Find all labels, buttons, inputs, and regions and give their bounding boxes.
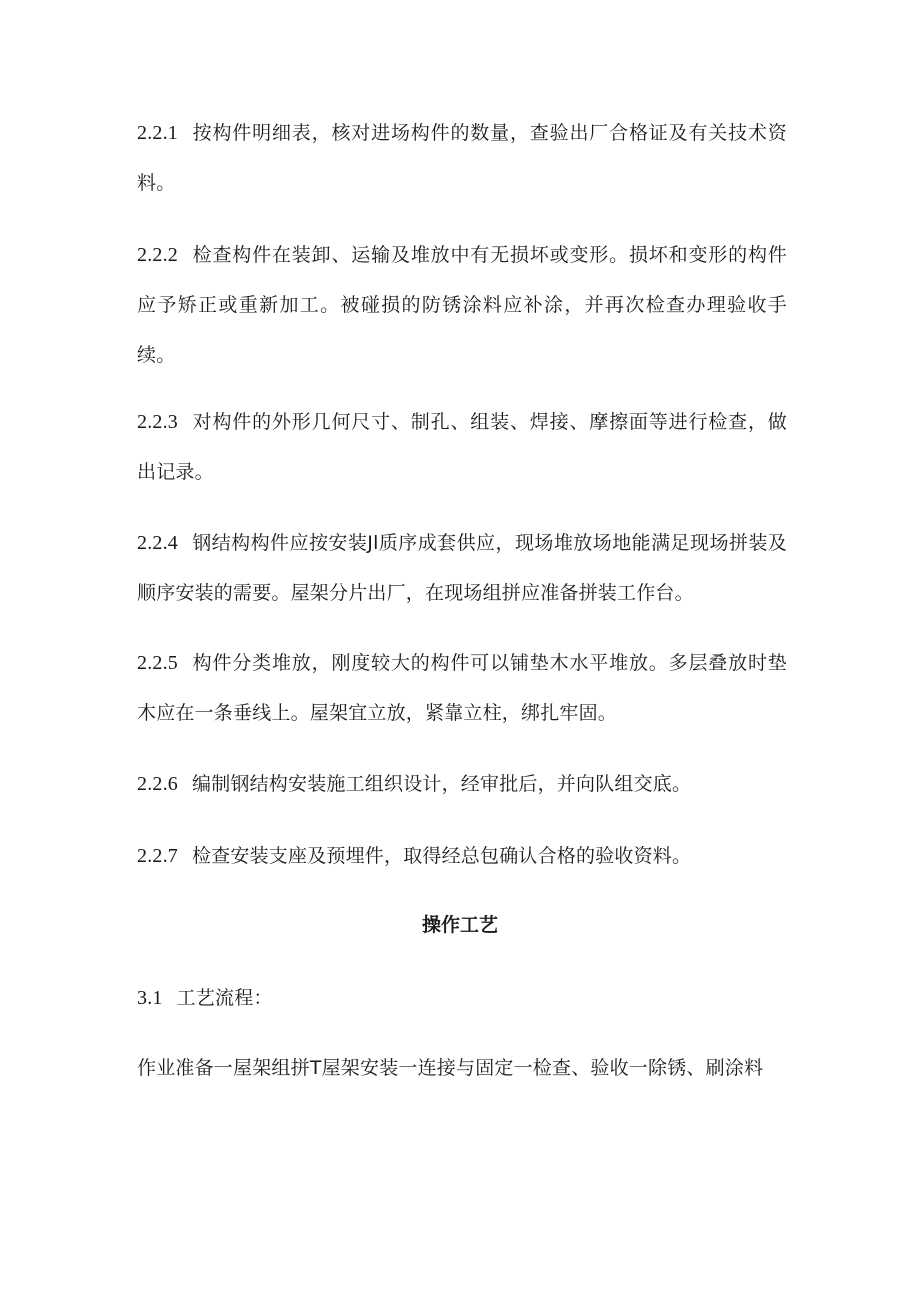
clause-text: 编制钢结构安装施工组织设计，经审批后，并向队组交底。 xyxy=(192,773,692,795)
clause-number: 2.2.7 xyxy=(137,845,178,867)
paragraph-2-2-1 xyxy=(137,108,787,208)
paragraph-2-2-4 xyxy=(137,518,787,618)
clause-number: 2.2.6 xyxy=(137,773,178,795)
clause-text: 检查构件在装卸、运输及堆放中有无损坏或变形。损坏和变形的构件应予矫正或重新加工。被碰损的防锈涂料应补涂，并再次检查办理验收手续。 xyxy=(137,244,787,366)
paragraph-2-2-6 xyxy=(137,759,787,809)
clause-text: 工艺流程： xyxy=(176,987,273,1009)
section-heading: 操作工艺 xyxy=(421,914,498,936)
clause-number: 2.2.4 xyxy=(137,532,178,554)
clause-number: 2.2.2 xyxy=(137,244,178,266)
clause-text: 对构件的外形几何尺寸、制孔、组装、焊接、摩擦面等进行检查，做出记录。 xyxy=(137,411,787,483)
paragraph-2-2-5 xyxy=(137,638,787,738)
clause-text: 钢结构构件应按安装Jl质序成套供应，现场堆放场地能满足现场拼装及顺序安装的需要。屋架分片出厂，在现场组拼应准备拼装工作台。 xyxy=(137,532,787,604)
clause-number: 2.2.1 xyxy=(137,122,178,144)
paragraph-2-2-3 xyxy=(137,397,787,497)
clause-text: 检查安装支座及预埋件，取得经总包确认合格的验收资料。 xyxy=(192,845,692,867)
paragraph-2-2-2 xyxy=(137,230,787,380)
process-flow-text: 作业准备一屋架组拼T屋架安装一连接与固定一检查、验收一除锈、刷涂料 xyxy=(137,1057,764,1079)
clause-number: 3.1 xyxy=(137,987,163,1009)
paragraph-3-1 xyxy=(137,973,787,1023)
clause-text: 按构件明细表，核对进场构件的数量，查验出厂合格证及有关技术资料。 xyxy=(137,122,787,194)
clause-number: 2.2.5 xyxy=(137,652,178,674)
clause-number: 2.2.3 xyxy=(137,411,178,433)
paragraph-2-2-7 xyxy=(137,831,787,881)
clause-text: 构件分类堆放，刚度较大的构件可以铺垫木水平堆放。多层叠放时垫木应在一条垂线上。屋架宜立放，紧靠立柱，绑扎牢固。 xyxy=(137,652,787,724)
